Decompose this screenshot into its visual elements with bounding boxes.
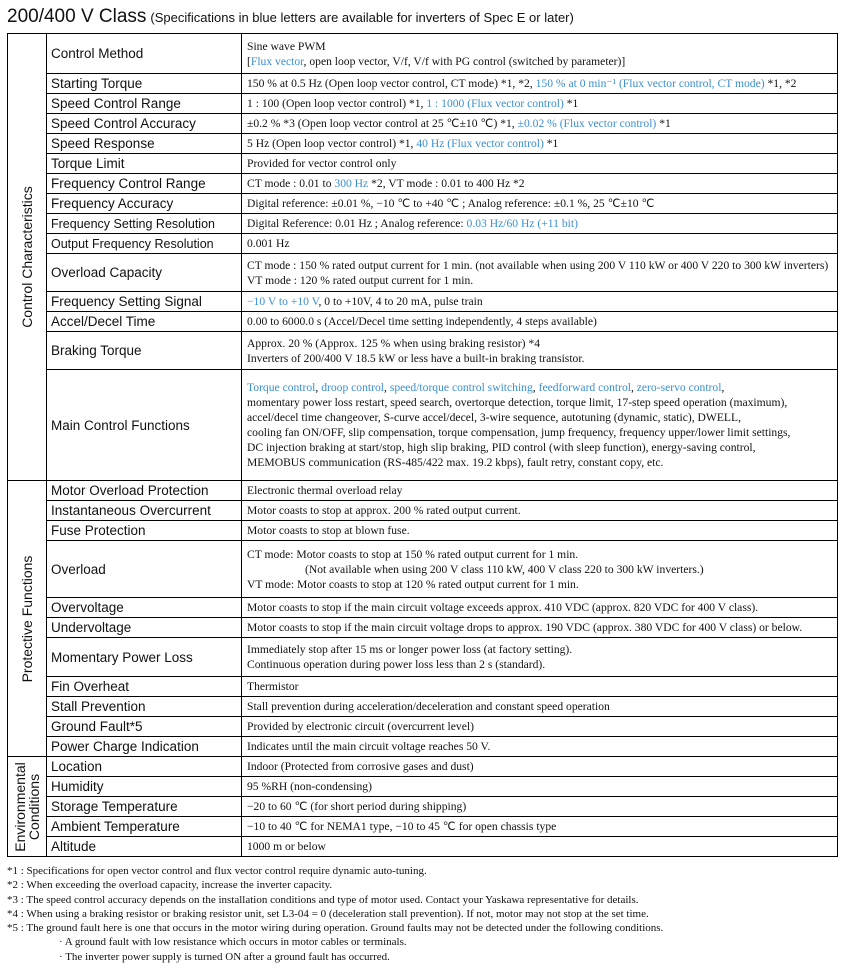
- spec-text: CT mode : 150 % rated output current for 1 min. (not available when using 200 V 110 kW or 400 V 220 to 300 kW inverters): [247, 258, 829, 272]
- footnotes: [7, 864, 842, 964]
- spec-name: Frequency Setting Resolution: [47, 214, 242, 234]
- spec-text: ,: [384, 381, 390, 394]
- spec-name: Ground Fault*5: [47, 717, 242, 737]
- spec-text: Indicates until the main circuit voltage reaches 50 V.: [247, 740, 491, 753]
- spec-row: [8, 677, 838, 697]
- spec-row: [8, 94, 838, 114]
- spec-row: [8, 174, 838, 194]
- spec-text: Provided by electronic circuit (overcurrent level): [247, 720, 474, 733]
- spec-e-text: Torque control: [247, 381, 316, 394]
- spec-value: [242, 214, 838, 234]
- spec-value-line: [247, 395, 837, 410]
- spec-name: Overvoltage: [47, 598, 242, 618]
- spec-name: Stall Prevention: [47, 697, 242, 717]
- spec-value: [242, 521, 838, 541]
- spec-row: [8, 34, 838, 74]
- spec-text: Immediately stop after 15 ms or longer power loss (at factory setting).: [247, 643, 573, 656]
- spec-text: ,: [315, 381, 322, 394]
- spec-text: ,: [532, 381, 539, 394]
- spec-name: Humidity: [47, 777, 242, 797]
- spec-value-line: [247, 176, 837, 191]
- spec-name: Accel/Decel Time: [47, 312, 242, 332]
- spec-text: 150 % at 0.5 Hz (Open loop vector control, CT mode) *1, *2,: [247, 77, 536, 90]
- spec-text: −20 to 60 ℃ (for short period during shipping): [247, 800, 467, 813]
- spec-text: *2, VT mode : 0.01 to 400 Hz *2: [368, 177, 525, 190]
- spec-value: [242, 154, 838, 174]
- spec-value-line: [247, 577, 837, 592]
- spec-e-text: 0.03 Hz/60 Hz (+11 bit): [466, 217, 578, 230]
- spec-row: [8, 234, 838, 254]
- spec-value: [242, 757, 838, 777]
- spec-value-line: [247, 440, 837, 455]
- spec-text: *1, *2: [764, 77, 797, 90]
- spec-text: , 0 to +10V, 4 to 20 mA, pulse train: [318, 295, 483, 308]
- spec-e-text: 150 % at 0 min⁻¹ (Flux vector control, CT mode): [535, 77, 765, 90]
- spec-value-line: [247, 216, 837, 231]
- group-label-cell: [8, 481, 47, 757]
- spec-value-line: [247, 236, 837, 251]
- group-label-line: Control Characteristics: [19, 186, 35, 328]
- spec-row: [8, 481, 838, 501]
- spec-e-text: Flux vector: [250, 54, 304, 68]
- spec-value: [242, 717, 838, 737]
- spec-value-line: [247, 819, 837, 834]
- spec-name: Motor Overload Protection: [47, 481, 242, 501]
- spec-value-line: [247, 425, 837, 440]
- spec-value: [242, 332, 838, 370]
- spec-row: [8, 370, 838, 481]
- spec-text: Motor coasts to stop at approx. 200 % rated output current.: [247, 504, 521, 517]
- spec-name: Storage Temperature: [47, 797, 242, 817]
- spec-value: [242, 481, 838, 501]
- spec-name: Frequency Setting Signal: [47, 292, 242, 312]
- spec-name: Speed Control Range: [47, 94, 242, 114]
- spec-text: VT mode: Motor coasts to stop at 120 % rated output current for 1 min.: [247, 577, 579, 591]
- spec-name: Power Charge Indication: [47, 737, 242, 757]
- spec-row: [8, 134, 838, 154]
- spec-row: [8, 837, 838, 857]
- spec-value-line: [247, 314, 837, 329]
- spec-value-line: [247, 620, 837, 635]
- spec-name: Starting Torque: [47, 74, 242, 94]
- spec-value: [242, 817, 838, 837]
- spec-text: [: [247, 54, 251, 68]
- spec-name: Torque Limit: [47, 154, 242, 174]
- spec-value-line: [247, 657, 837, 672]
- spec-value-line: [247, 294, 837, 309]
- spec-row: [8, 292, 838, 312]
- footnote-sub-item: · The inverter power supply is turned ON after a ground fault has occurred.: [59, 950, 390, 963]
- spec-text: 95 %RH (non-condensing): [247, 780, 372, 793]
- spec-row: [8, 501, 838, 521]
- group-label: [13, 762, 41, 852]
- spec-name: Frequency Accuracy: [47, 194, 242, 214]
- spec-name: Ambient Temperature: [47, 817, 242, 837]
- spec-name: Main Control Functions: [47, 370, 242, 481]
- spec-row: [8, 214, 838, 234]
- spec-text: 1000 m or below: [247, 840, 326, 853]
- spec-name: Instantaneous Overcurrent: [47, 501, 242, 521]
- spec-e-text: 300 Hz: [334, 177, 369, 190]
- spec-e-text: 40 Hz (Flux vector control): [416, 137, 544, 150]
- footnote: *5 : The ground fault here is one that occurs in the motor wiring during operation. Ground faults may not be detected under the following conditions.: [7, 922, 664, 935]
- spec-name: Overload Capacity: [47, 254, 242, 292]
- spec-row: [8, 521, 838, 541]
- spec-name: Control Method: [47, 34, 242, 74]
- spec-text: CT mode: Motor coasts to stop at 150 % rated output current for 1 min.: [247, 547, 579, 561]
- spec-value: [242, 837, 838, 857]
- spec-row: [8, 114, 838, 134]
- spec-name: Location: [47, 757, 242, 777]
- spec-value-line: [247, 642, 837, 657]
- spec-value-line: [247, 455, 837, 470]
- spec-row: [8, 74, 838, 94]
- spec-value-line: [247, 503, 837, 518]
- spec-text: 5 Hz (Open loop vector control) *1,: [247, 137, 417, 150]
- spec-value-line: [247, 196, 837, 211]
- spec-value-line: [247, 39, 837, 54]
- spec-text: Motor coasts to stop if the main circuit voltage drops to approx. 190 VDC (approx. 380 VDC for 400 V class) or below.: [247, 621, 803, 634]
- spec-value-line: [247, 547, 837, 562]
- spec-row: [8, 638, 838, 677]
- spec-e-text: zero-servo control: [636, 381, 722, 394]
- spec-value-line: [247, 351, 837, 366]
- spec-value-line: [247, 273, 837, 288]
- spec-value-line: [247, 258, 837, 273]
- spec-value-line: [247, 54, 837, 69]
- group-label: [20, 555, 34, 682]
- spec-value-line: [247, 156, 837, 171]
- spec-value: [242, 598, 838, 618]
- spec-text: 1 : 100 (Open loop vector control) *1,: [247, 97, 427, 110]
- spec-value: [242, 777, 838, 797]
- spec-row: [8, 254, 838, 292]
- spec-value-line: [247, 799, 837, 814]
- spec-value: [242, 370, 838, 481]
- spec-row: [8, 697, 838, 717]
- spec-name: Undervoltage: [47, 618, 242, 638]
- spec-name: Fin Overheat: [47, 677, 242, 697]
- spec-text: *1: [563, 97, 579, 110]
- page-title: [7, 6, 574, 32]
- spec-text: Motor coasts to stop at blown fuse.: [247, 524, 410, 537]
- spec-name: Altitude: [47, 837, 242, 857]
- spec-row: [8, 598, 838, 618]
- spec-name: Speed Control Accuracy: [47, 114, 242, 134]
- group-label-line: Environmental: [12, 761, 28, 852]
- spec-name: Output Frequency Resolution: [47, 234, 242, 254]
- spec-e-text: speed/torque control switching: [389, 381, 533, 394]
- spec-e-text: feedforward control: [538, 381, 631, 394]
- spec-row: [8, 777, 838, 797]
- spec-text: MEMOBUS communication (RS-485/422 max. 19.2 kbps), fault retry, constant copy, etc.: [247, 456, 664, 469]
- spec-value: [242, 541, 838, 598]
- spec-name: Overload: [47, 541, 242, 598]
- group-label-line: Conditions: [26, 773, 42, 840]
- spec-text: Sine wave PWM: [247, 39, 326, 53]
- title-main: 200/400 V Class: [7, 6, 147, 27]
- spec-value: [242, 34, 838, 74]
- spec-text: Approx. 20 % (Approx. 125 % when using braking resistor) *4: [247, 336, 541, 350]
- footnote: *3 : The speed control accuracy depends on the installation conditions and type of motor used. Contact your Yaskawa representative for details.: [7, 893, 639, 906]
- spec-row: [8, 737, 838, 757]
- spec-text: ,: [721, 381, 725, 394]
- spec-text: DC injection braking at start/stop, high slip braking, PID control (with sleep function), energy-saving control,: [247, 441, 756, 454]
- spec-value-line: [247, 562, 837, 577]
- title-subtitle: (Specifications in blue letters are available for inverters of Spec E or later): [150, 10, 574, 25]
- spec-e-text: ±0.02 % (Flux vector control): [517, 117, 657, 130]
- spec-value-line: [247, 410, 837, 425]
- spec-text: Thermistor: [247, 680, 299, 693]
- spec-value: [242, 74, 838, 94]
- spec-text: momentary power loss restart, speed search, overtorque detection, torque limit, 17-step speed operation (maximum),: [247, 396, 788, 409]
- spec-value-line: [247, 839, 837, 854]
- spec-row: [8, 332, 838, 370]
- spec-value-line: [247, 136, 837, 151]
- spec-text: Stall prevention during acceleration/deceleration and constant speed operation: [247, 700, 610, 713]
- spec-text: Inverters of 200/400 V 18.5 kW or less have a built-in braking transistor.: [247, 351, 585, 365]
- spec-name: Fuse Protection: [47, 521, 242, 541]
- spec-value: [242, 134, 838, 154]
- spec-name: Frequency Control Range: [47, 174, 242, 194]
- spec-text: Motor coasts to stop if the main circuit voltage exceeds approx. 410 VDC (approx. 820 VDC for 400 V class).: [247, 601, 759, 614]
- footnote: *2 : When exceeding the overload capacity, increase the inverter capacity.: [7, 879, 333, 892]
- spec-value-line: [247, 380, 837, 395]
- spec-row: [8, 312, 838, 332]
- spec-value: [242, 194, 838, 214]
- spec-text: *1: [543, 137, 559, 150]
- spec-e-text: 1 : 1000 (Flux vector control): [426, 97, 564, 110]
- spec-text: Digital reference: ±0.01 %, −10 ℃ to +40 ℃ ; Analog reference: ±0.1 %, 25 ℃±10 ℃: [247, 197, 655, 210]
- group-label: [20, 186, 34, 328]
- spec-value-line: [247, 483, 837, 498]
- spec-text: −10 to 40 ℃ for NEMA1 type, −10 to 45 ℃ for open chassis type: [247, 820, 557, 833]
- spec-value-line: [247, 739, 837, 754]
- spec-text: Indoor (Protected from corrosive gases and dust): [247, 760, 474, 773]
- spec-text: accel/decel time changeover, S-curve accel/decel, 3-wire sequence, autotuning (dynamic, static), DWELL,: [247, 411, 741, 424]
- spec-text: 0.00 to 6000.0 s (Accel/Decel time setting independently, 4 steps available): [247, 315, 597, 328]
- spec-e-text: −10 V to +10 V: [247, 295, 319, 308]
- spec-text: , open loop vector, V/f, V/f with PG control (switched by parameter)]: [303, 54, 626, 68]
- spec-name: Speed Response: [47, 134, 242, 154]
- spec-text: cooling fan ON/OFF, slip compensation, torque compensation, jump frequency, frequency upper/lower limit settings,: [247, 426, 791, 439]
- spec-value-line: [247, 96, 837, 111]
- spec-value: [242, 174, 838, 194]
- spec-value: [242, 697, 838, 717]
- spec-text: ±0.2 % *3 (Open loop vector control at 25 ℃±10 ℃) *1,: [247, 117, 518, 130]
- spec-value: [242, 234, 838, 254]
- spec-value: [242, 677, 838, 697]
- spec-value: [242, 312, 838, 332]
- spec-value-line: [247, 779, 837, 794]
- spec-value: [242, 254, 838, 292]
- spec-value-line: [247, 679, 837, 694]
- spec-value: [242, 737, 838, 757]
- spec-value: [242, 94, 838, 114]
- footnote-sub-item: · A ground fault with low resistance which occurs in motor cables or terminals.: [59, 936, 407, 949]
- spec-name: Braking Torque: [47, 332, 242, 370]
- spec-text: CT mode : 0.01 to: [247, 177, 335, 190]
- spec-row: [8, 817, 838, 837]
- spec-text: Electronic thermal overload relay: [247, 484, 403, 497]
- spec-text: VT mode : 120 % rated output current for 1 min.: [247, 273, 474, 287]
- group-label-line: Protective Functions: [19, 555, 35, 682]
- spec-row: [8, 541, 838, 598]
- group-label-cell: [8, 34, 47, 481]
- spec-text: Provided for vector control only: [247, 157, 397, 170]
- spec-text: Continuous operation during power loss less than 2 s (standard).: [247, 658, 546, 671]
- spec-row: [8, 194, 838, 214]
- spec-e-text: droop control: [321, 381, 385, 394]
- spec-text: ,: [630, 381, 637, 394]
- spec-text: (Not available when using 200 V class 110 kW, 400 V class 220 to 300 kW inverters.): [247, 562, 704, 576]
- spec-value: [242, 501, 838, 521]
- spec-value-line: [247, 719, 837, 734]
- spec-value: [242, 292, 838, 312]
- spec-text: Digital Reference: 0.01 Hz ; Analog reference:: [247, 217, 467, 230]
- spec-value-line: [247, 759, 837, 774]
- spec-value: [242, 618, 838, 638]
- spec-value-line: [247, 116, 837, 131]
- specifications-table: [7, 33, 838, 857]
- spec-value: [242, 638, 838, 677]
- spec-row: [8, 757, 838, 777]
- spec-row: [8, 154, 838, 174]
- spec-value-line: [247, 336, 837, 351]
- spec-text: *1: [656, 117, 671, 130]
- spec-value: [242, 797, 838, 817]
- footnote: *1 : Specifications for open vector control and flux vector control require dynamic auto-tuning.: [7, 865, 427, 877]
- spec-value-line: [247, 523, 837, 538]
- spec-row: [8, 797, 838, 817]
- spec-value-line: [247, 76, 837, 91]
- spec-value-line: [247, 699, 837, 714]
- spec-text: 0.001 Hz: [247, 237, 290, 250]
- group-label-cell: [8, 757, 47, 857]
- spec-value: [242, 114, 838, 134]
- spec-name: Momentary Power Loss: [47, 638, 242, 677]
- spec-value-line: [247, 600, 837, 615]
- spec-row: [8, 618, 838, 638]
- footnote: *4 : When using a braking resistor or braking resistor unit, set L3-04 = 0 (deceleration stall prevention). If not, motor may not stop at the set time.: [7, 907, 649, 920]
- spec-row: [8, 717, 838, 737]
